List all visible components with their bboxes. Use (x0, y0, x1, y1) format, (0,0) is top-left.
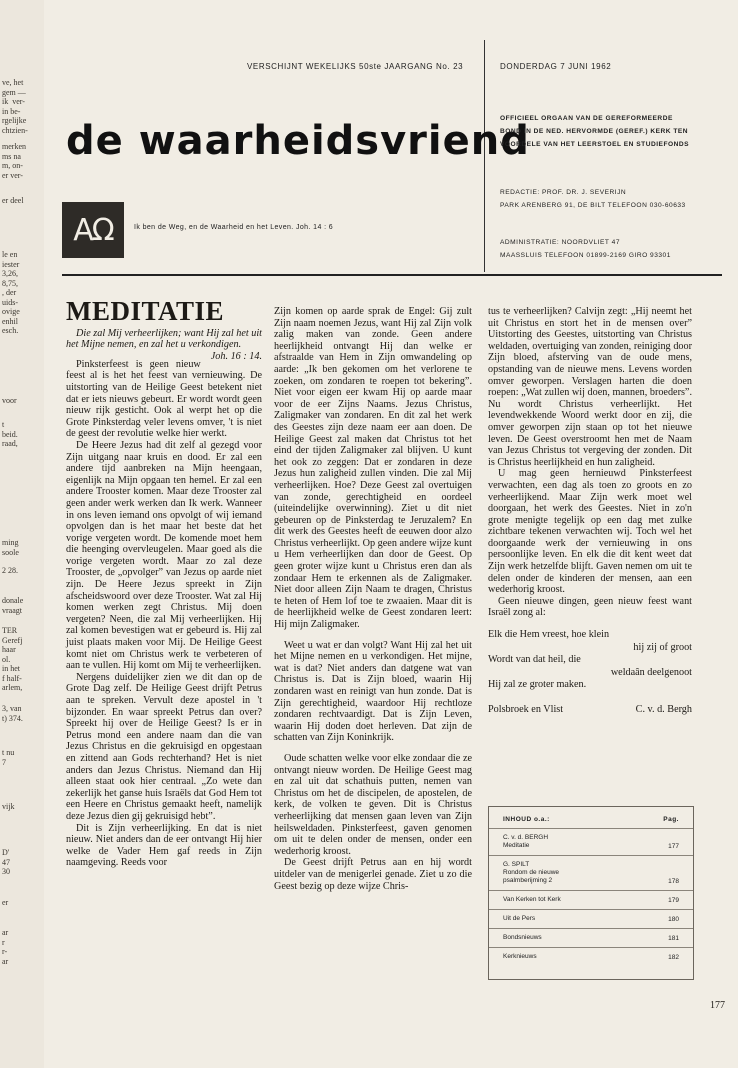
redactie-block (500, 186, 732, 212)
official-line: OFFICIEEL ORGAAN VAN DE GEREFORMEERDE (500, 115, 673, 122)
paragraph: Zijn komen op aarde sprak de Engel: Gij zult Zijn naam noemen Jezus, want Hij zal Zijn volk zalig maken van zonde. Geen andere heerlijkheid ontvangt Hij dan welke er afstraalde van Hem in Zijn omwandeling op aarde: „Ik ben gekomen om het verlorene te zoeken, om zondaren te roepen tot bekering”. Niet voor eigen eer kwam Hij op aarde maar voor de eer Zijns Naams. Jezus Christus, Zaligmaker van zondaren. En dit zal het werk des Geestes zijn deze naam eer aan doen. De Heilige Geest zal maken dat Christus tot het eind der tijden Zaligmaker zal blijven. U kunt het ook zo zeggen: Dat er zondaren in deze Jezus hun zaligheid zullen vinden. Die zal Mij verheerlijken. Hoe? Deze Geest zal overtuigen van zonde, gerechtigheid en oordeel (uiteindelijke overwinning). Ziet u dit niet gebeuren op de Pinksterdag te Jeruzalem? En dit werk des Geestes heeft de eeuwen door alzo Christus verheerlijkt. Op geen andere wijze kunt u Hem verheerlijken dan door de Geest. Op geen groter wijze kunt u Christus eren dan als zondaar Hem te erkennen als de Zaligmaker. Niet door alleen Zijn Naam te dragen, Christus te heten of Hem lof toe te zwaaien. Maar dit is de heerlijkheid welke de Geest zondaren leert: Hij mijn Zaligmaker. (274, 306, 472, 631)
issue-date: DONDERDAG 7 JUNI 1962 (500, 62, 612, 71)
bleed-fragment: donale vraagt (2, 596, 24, 615)
article-column-2 (274, 306, 472, 892)
contents-row (489, 890, 693, 909)
bleed-fragment: ar r r- ar (2, 928, 9, 966)
left-page-bleed (0, 0, 45, 1068)
scripture-quote (66, 327, 262, 362)
contents-box (488, 806, 694, 980)
redactie-line: REDACTIE: PROF. DR. J. SEVERIJN (500, 189, 627, 196)
bleed-fragment: 3, van t) 374. (2, 704, 23, 723)
psalm-verse (488, 629, 692, 692)
paragraph: U mag geen hernieuwd Pinksterfeest verwachten, een dag als toen zo groots en zo verheerlijkend. Maar Zijn werk moet wel doorgaan, het werk des Geestes. Niet in zo'n grote menigte tegelijk op een dag met zulke zichtbare tekenen verwachten wij. Toch wel het doorgaande werk der vernieuwing in ons persoonlijke leven. En elk die dit kent weet dat Zijn werk hetzelfde blijft. Gaven nemen om uit te delen onder de kinderen der mensen, aan een wederhorig kroost. (488, 468, 692, 596)
bleed-fragment: vijk (2, 802, 15, 811)
contents-header (489, 807, 693, 828)
contents-item: Van Kerken tot Kerk (503, 896, 561, 903)
administratie-block (500, 236, 732, 262)
issue-line: VERSCHIJNT WEKELIJKS 50ste JAARGANG No. 23 (247, 62, 464, 71)
article-heading: MEDITATIE (66, 296, 225, 326)
bleed-fragment: D' 47 30 (2, 848, 10, 876)
contents-heading: INHOUD o.a.: (503, 816, 550, 823)
signature (488, 704, 692, 716)
contents-page: 178 (668, 878, 679, 885)
bleed-fragment: le en iester 3,26, 8,75, , der uids- ovige enhil esch. (2, 250, 20, 335)
paragraph: tus te verheerlijken? Calvijn zegt: „Hij neemt het uit Christus en stort het in de mensen over” Uitstorting des Geestes, uitstorting van Christus weldaden, overtuiging van zonden, reiniging door Zijn bloed, afsterving van de oude mens, opstanding van de nieuwe mens. Levens worden omver geworpen. Verslagen harten die doen roepen: „Wat zullen wij doen, mannen, broeders”. Nu wordt Christus verheerlijkt. Het levendwekkende Woord werkt door en zij, die omver geworpen zijn staan op tot het nieuwe leven. De Geest overstroomt hen met de Naam van Jezus Christus tot vergeving der zonden. Dit is Christus heerlijkheid en hun zaligheid. (488, 306, 692, 468)
page-label: Pag. (663, 816, 679, 823)
paragraph: De Geest drijft Petrus aan en hij wordt uitdeler van de menigerlei genade. Ziet u zo die Geest bezig op deze wijze Chris- (274, 857, 472, 892)
motto: Ik ben de Weg, en de Waarheid en het Leven. Joh. 14 : 6 (134, 224, 334, 231)
page-number: 177 (710, 1000, 725, 1011)
bleed-fragment: er deel (2, 196, 24, 205)
admin-line: MAASSLUIS TELEFOON 01899-2169 GIRO 93301 (500, 252, 671, 259)
bleed-fragment: t nu 7 (2, 748, 15, 767)
verse-line: Hij zal ze groter maken. (488, 679, 587, 691)
verse-line: Elk die Hem vreest, hoe klein (488, 629, 610, 641)
bleed-fragment: 2 28. (2, 566, 18, 575)
paragraph: Dit is Zijn verheerlijking. En dat is niet nieuw. Niet anders dan de eer ontvangt Hij hier welke de Vader Hem gaf reeds in Zijn naamgeving. Reeds voor (66, 822, 262, 869)
contents-item: C. v. d. BERGH Meditatie (503, 834, 549, 849)
contents-row (489, 855, 693, 890)
newspaper-title: de waarheidsvriend (66, 118, 530, 164)
bleed-fragment: ve, het gem — ik ver- in be- rgelijke chtzien- (2, 78, 28, 135)
contents-row (489, 828, 693, 855)
contents-page: 180 (668, 916, 679, 923)
contents-page: 179 (668, 897, 679, 904)
paragraph: Pinksterfeest is geen nieuw feest al is het het feest van vernieuwing. De uitstorting van de Heilige Geest betekent niet dat er iets nieuws gebeurt. Er wordt wordt geen nieuw rijk gesticht. Ook al werpt het op die Grote Pinksterdag veler levens omver, 't is niet de geest der revolutie welke hier werkt. (66, 358, 262, 440)
paragraph: Nergens duidelijker zien we dit dan op de Grote Dag zelf. De Heilige Geest drijft Petrus aan te spreken. Vervult deze apostel in 't bijzonder. En waar spreekt Petrus dan over? Spreekt hij over de Heilige Geest? Is er in Petrus mond een andere naam dan die van Jezus Christus en die gekruisigd en opgestaan en zittend aan Gods rechterhand? Het is niet anders dan Jezus Christus. Niemand dan Hij alleen staat ook hier centraal. „Zo wete dan zekerlijk het ganse huis Israëls dat God Hem tot een Heere en Christus gemaakt heeft, namelijk deze Jezus dien gij gekruisigd hebt”. (66, 671, 262, 822)
bleed-fragment: ming soole (2, 538, 19, 557)
admin-line: ADMINISTRATIE: NOORDVLIET 47 (500, 239, 621, 246)
article-column-1 (66, 296, 262, 869)
contents-page: 177 (668, 843, 679, 850)
contents-row (489, 947, 693, 966)
bleed-fragment: t beid. raad, (2, 420, 18, 448)
alpha-omega-logo: AΩ (62, 202, 124, 258)
contents-page: 182 (668, 954, 679, 961)
contents-row (489, 909, 693, 928)
paragraph: Oude schatten welke voor elke zondaar die ze ontvangt nieuw worden. De Heilige Geest mag en zal uit dat schathuis putten, nemen van Christus om het de discipelen, de apostelen, de kerk, de volken te geven. Dit is Christus verheerlijking dat mensen gaan leven van Zijn heilsweldaden. Pinksterfeest, gaven genomen om uit te delen onder de mensen, onder een wederhorig kroost. (274, 752, 472, 857)
signature-author: C. v. d. Bergh (635, 703, 692, 715)
article-column-3 (488, 306, 692, 715)
verse-line: hij zij of groot (633, 641, 692, 653)
paragraph: Geen nieuwe dingen, geen nieuw feest want Israël zong al: (488, 595, 692, 619)
contents-row (489, 928, 693, 947)
signature-place: Polsbroek en Vlist (488, 703, 564, 715)
bleed-fragment: voor (2, 396, 17, 405)
bleed-fragment: er (2, 898, 9, 907)
masthead-rule (62, 274, 722, 276)
redactie-line: PARK ARENBERG 91, DE BILT TELEFOON 030-60633 (500, 202, 686, 209)
contents-item: Uit de Pers (503, 915, 536, 922)
verse-line: Wordt van dat heil, die (488, 654, 581, 666)
contents-item: G. SPILT Rondom de nieuwe psalmberijming 2 (503, 861, 560, 884)
contents-item: Kerknieuws (503, 953, 537, 960)
bleed-fragment: merken ms na m, on- er ver- (2, 142, 26, 180)
paragraph: De Heere Jezus had dit zelf al gezegd voor Zijn uitgang naar kruis en dood. Er zal een andere tijd aanbreken na Mijn heengaan, eigenlijk na Mijn opgaan ten hemel. Er zal een andere Trooster komen. Maar deze Trooster zal geen ander werk werken dan Ik werk. Wanneer in ons leven iemand ons opvolgt of wij iemand opvolgen dan is het maar het beste dat het vorige vergeten wordt. De komende moet hem die heenging overvleugelen. Maar goed als die vorige vergeten wordt. Maar zo zal deze Trooster, de „opvolger” van Jezus op aarde niet zijn. De Heere Jezus spreekt in Zijn afscheidswoord over deze Trooster. Wat zal Hij komen werken zegt Christus. Mij doen vergeten? Neen, die zal Mij verheerlijken. Hij zal komen bevestigen wat er gebeurd is. Hij zal juist plaats maken voor Mij. De Heilige Geest komt niet om Christus werk te verbeteren of aan te vullen. Hij komt om Mij te verheerlijken. (66, 439, 262, 672)
quote-reference: Joh. 16 : 14. (210, 350, 262, 362)
paragraph: Weet u wat er dan volgt? Want Hij zal het uit het Mijne nemen en u verkondigen. Het mijne, wat is dat? Niet anders dan datgene wat van Christus is. Dat is Zijn bloed, waarin Hij zondaren wast en reinigt van hun zonde. Dat is Zijn gerechtigheid, waardoor Hij rechtloze zondaren rechtvaardigt. Dat is Zijn Leven, waarin Hij doden doet herleven. Dat zijn de schatten van Zijn Koninkrijk. (274, 639, 472, 744)
official-line: BOND IN DE NED. HERVORMDE (GEREF.) KERK TEN (500, 128, 689, 135)
newspaper-page (44, 0, 738, 1068)
official-organ-block (500, 112, 732, 151)
verse-line: weldaân deelgenoot (610, 666, 692, 678)
quote-text: Die zal Mij verheerlijken; want Hij zal het uit het Mijne nemen, en zal het u verkondigen. (66, 327, 262, 351)
bleed-fragment: TER Gerefj haar ol. in het f half- arlem, (2, 626, 23, 692)
contents-item: Bondsnieuws (503, 934, 542, 941)
official-line: VOORDELE VAN HET LEERSTOEL EN STUDIEFONDS (500, 141, 690, 148)
contents-page: 181 (668, 935, 679, 942)
